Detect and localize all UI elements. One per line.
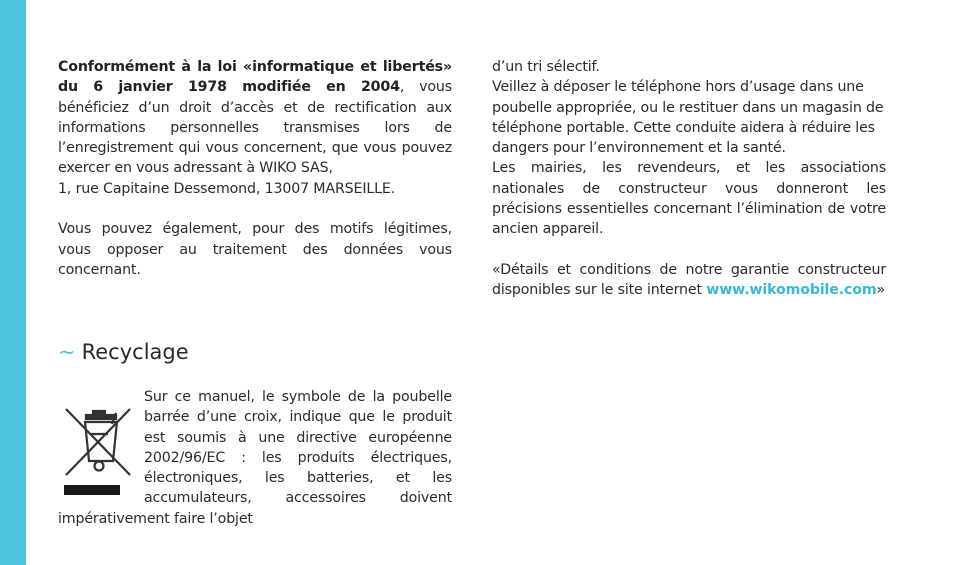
privacy-law-bold: Conformément à la loi «informatique et libertés» du 6 janvier 1978 modifiée en 2004 — [58, 59, 452, 96]
privacy-text: , vous bénéficiez d’un droit d’accès et de rectification aux informations personnelles transmises lors de l’enregistrement qui vous concernent, que vous pouvez exercer en vous adressant à WIKO SAS, — [58, 79, 452, 177]
disposal-paragraph: Veillez à déposer le téléphone hors d’usage dans une poubelle appropriée, ou le restituer dans un magasin de téléphone portable. Cette conduite aidera à réduire les dangers pour l’environnement et la santé. — [492, 79, 884, 157]
recycling-paragraph — [58, 387, 452, 529]
crossed-out-wheelie-bin-icon — [58, 391, 138, 495]
website-link[interactable]: www.wikomobile.com — [706, 282, 877, 299]
sorting-continuation: d’un tri sélectif. — [492, 59, 600, 75]
side-color-band — [0, 0, 26, 565]
left-column — [58, 57, 452, 280]
heading-tilde: ~ — [58, 340, 76, 364]
warranty-close-quote: » — [876, 282, 886, 299]
warranty-paragraph — [492, 260, 886, 301]
opposition-paragraph: Vous pouvez également, pour des motifs légitimes, vous opposer au traitement des données vous concernant. — [58, 221, 452, 278]
address-line: 1, rue Capitaine Dessemond, 13007 MARSEILLE. — [58, 180, 396, 197]
authorities-paragraph: Les mairies, les revendeurs, et les associations nationales de constructeur vous donneront les précisions essentielles concernant l’élimination de votre ancien appareil. — [492, 160, 886, 238]
recycling-text: Sur ce manuel, le symbole de la poubelle barrée d’une croix, indique que le produit est soumis à une directive européenne 2002/96/EC : les produits électriques, électroniques, les batteries, et les accumulateurs, accessoires doivent impérativement faire l’objet — [58, 389, 452, 527]
right-column — [492, 57, 886, 301]
recycling-heading — [58, 340, 189, 364]
privacy-paragraph — [58, 57, 452, 179]
warranty-text: «Détails et conditions de notre garantie constructeur disponibles sur le site internet — [492, 261, 886, 299]
recycling-heading-text: Recyclage — [81, 340, 189, 364]
